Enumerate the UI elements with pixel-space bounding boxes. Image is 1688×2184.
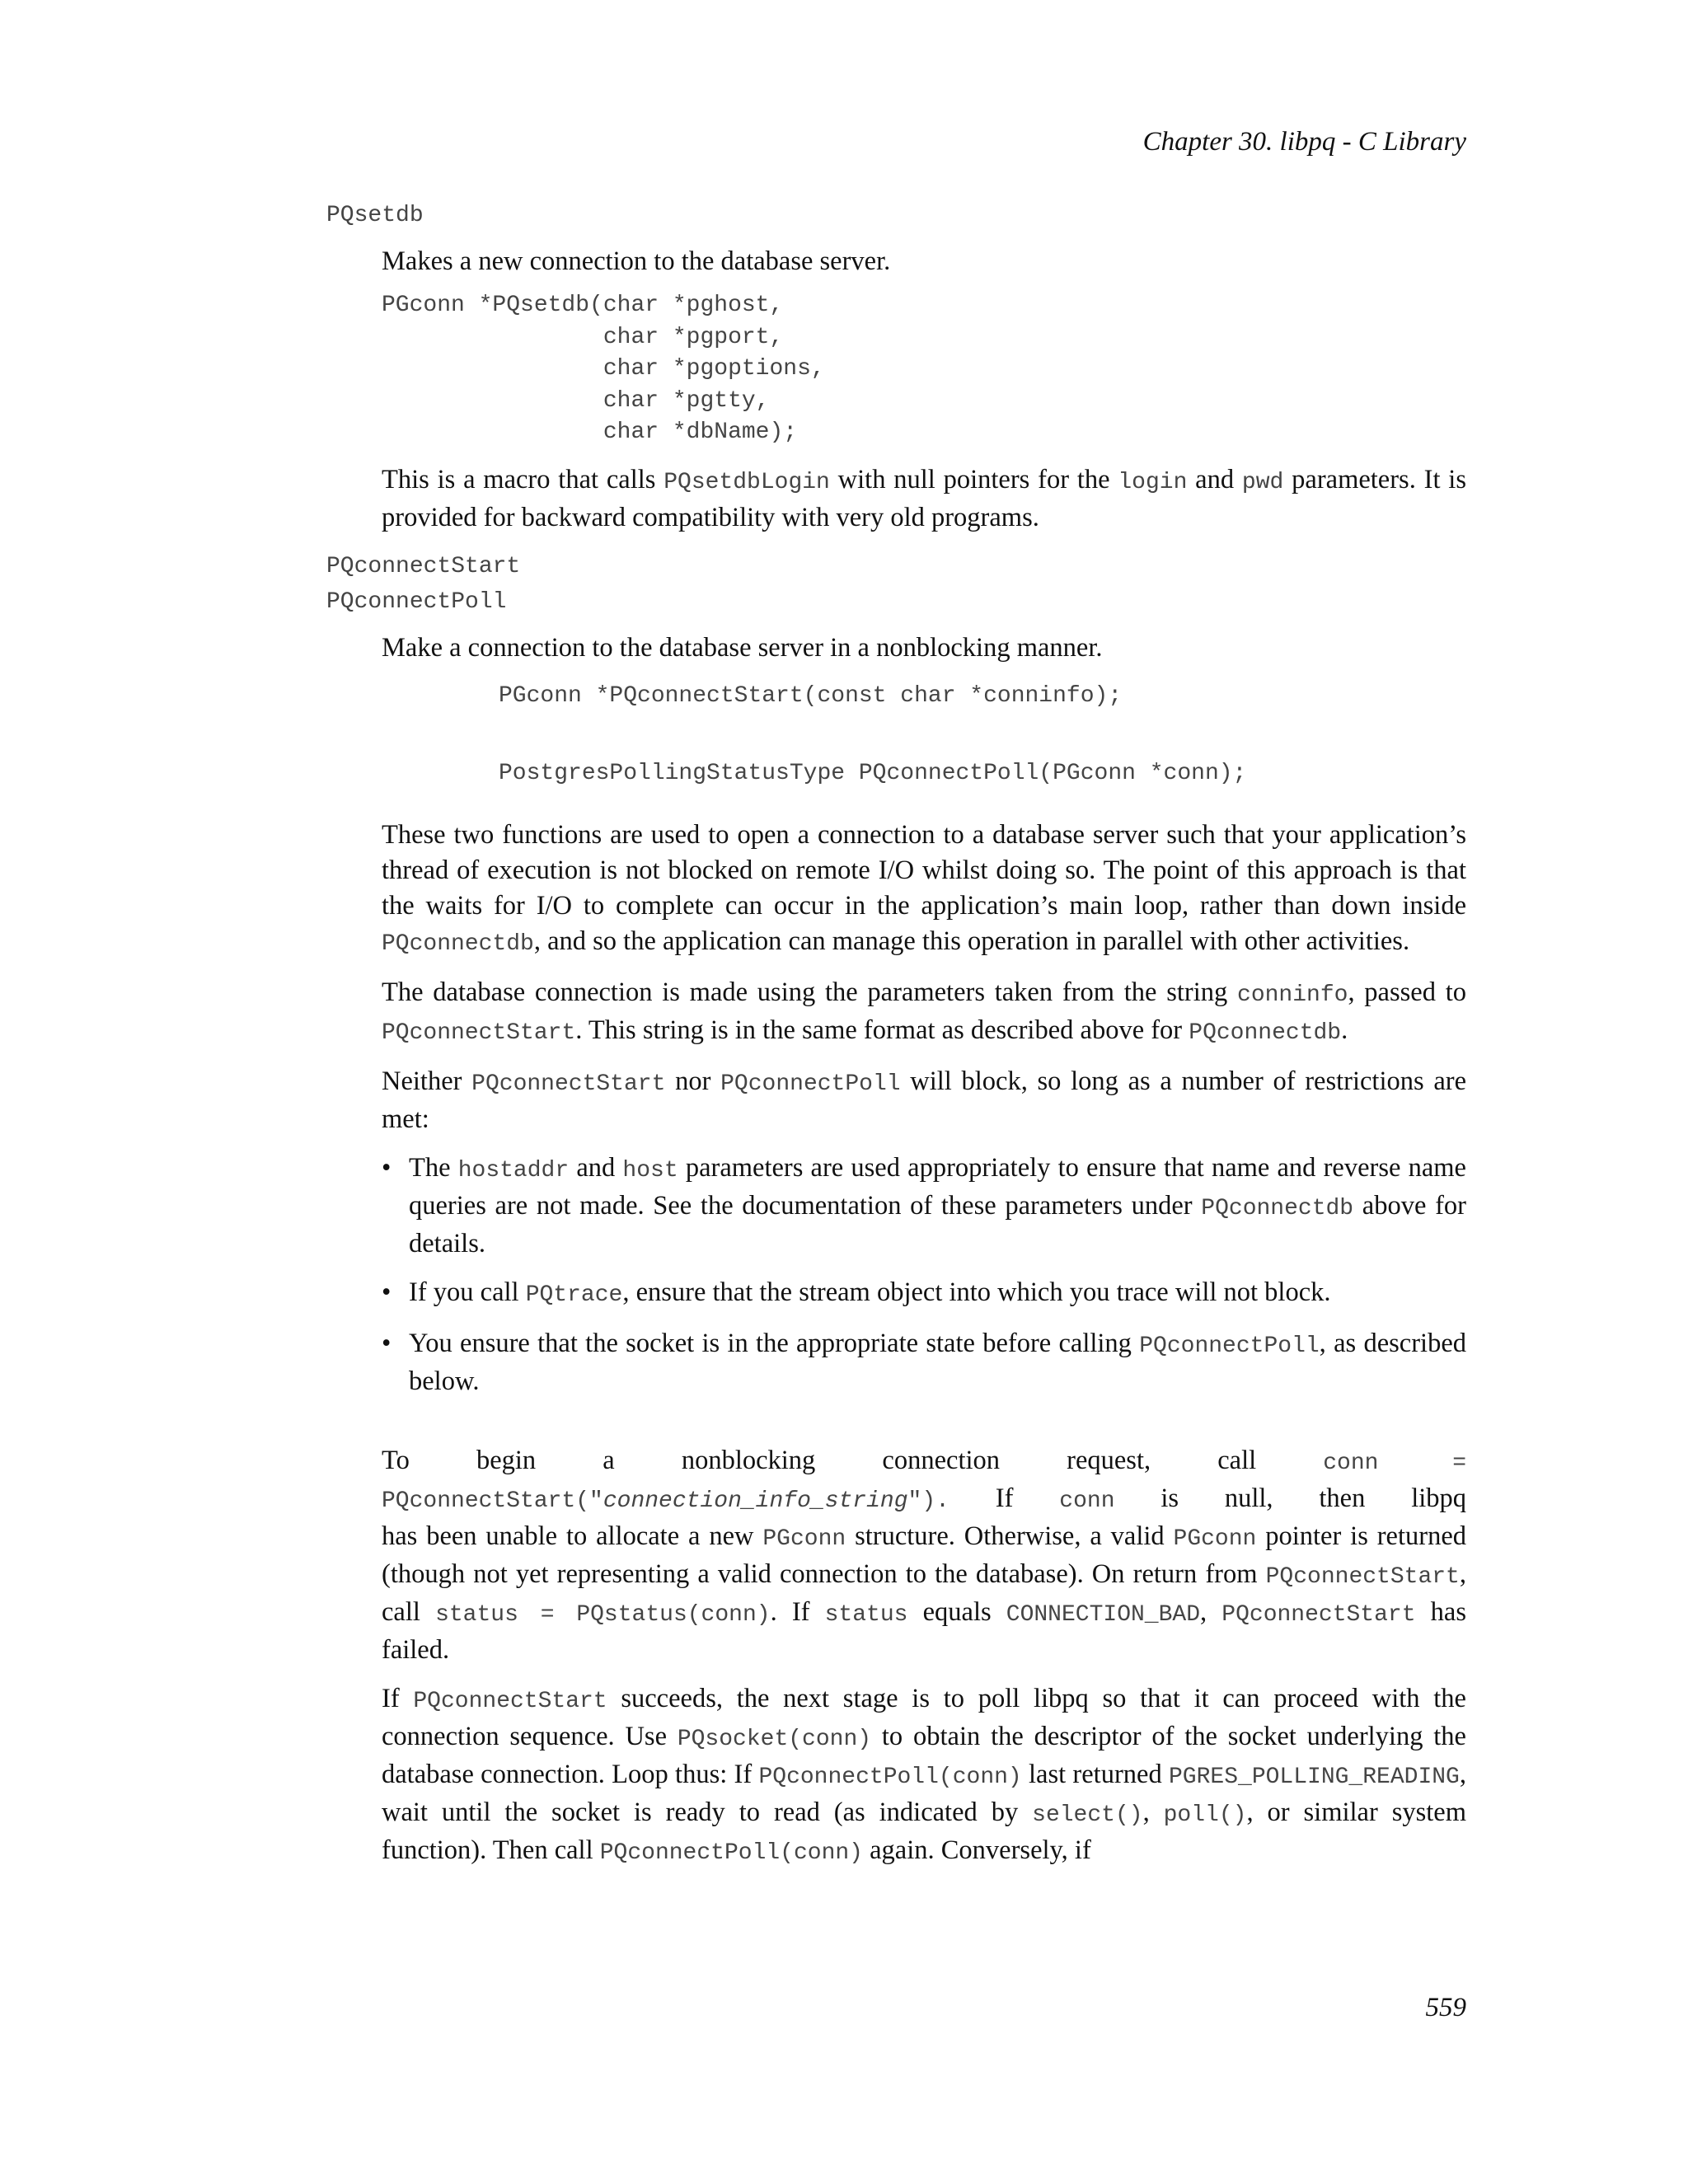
function-summary: Make a connection to the database server in a nonblocking manner.: [382, 632, 1103, 663]
list-item: • The hostaddr and host parameters are used appropriately to ensure that name and reverse name queries are not made. See the documentation of these parameters under PQconnectdb above for details.: [382, 1151, 1466, 1262]
function-synopsis: PGconn *PQconnectStart(const char *conninfo); PostgresPollingStatusType PQconnectPoll(PGconn *conn);: [499, 682, 1247, 786]
paragraph: [382, 1443, 1466, 1668]
paragraph: This is a macro that calls PQsetdbLogin with null pointers for the login and pwd parameters. It is provided for backward compatibility with very old programs.: [382, 464, 1466, 532]
function-term: PQsetdb: [326, 203, 424, 228]
paragraph-rest: has been unable to allocate a new PGconn structure. Otherwise, a valid PGconn pointer is returned (though not yet representing a valid connection to the database). On return from PQconnectStart, call status = PQstatus(conn). If status equals CONNECTION_BAD, PQconnectStart has failed.: [382, 1521, 1466, 1665]
paragraph: These two functions are used to open a connection to a database server such that your application’s thread of execution is not blocked on remote I/O whilst doing so. The point of this approach is that the waits for I/O to complete can occur in the application’s main loop, rather than down inside PQconnectdb, and so the application can manage this operation in parallel with other activities.: [382, 819, 1466, 957]
paragraph: Neither PQconnectStart nor PQconnectPoll will block, so long as a number of restrictions are met:: [382, 1066, 1467, 1134]
justified-line: To begin a nonblocking connection request, call conn =: [382, 1445, 1467, 1476]
restrictions-list: [382, 1151, 1466, 1399]
function-body: [382, 244, 1466, 536]
function-synopsis: PGconn *PQsetdb(char *pghost, char *pgport, char *pgoptions, char *pgtty, char *dbName);: [382, 293, 825, 445]
page-content: [326, 198, 1466, 1884]
list-item: • If you call PQtrace, ensure that the stream object into which you trace will not block.: [382, 1275, 1466, 1313]
running-header: Chapter 30. libpq - C Library: [1142, 127, 1466, 157]
function-term: PQconnectStart: [326, 553, 521, 579]
justified-line: PQconnectStart("connection_info_string"). If conn is null, then libpq: [382, 1483, 1467, 1514]
function-term: PQconnectPoll: [326, 588, 507, 615]
function-summary: Makes a new connection to the database server.: [382, 246, 891, 276]
list-item: • You ensure that the socket is in the appropriate state before calling PQconnectPoll, as described below.: [382, 1326, 1466, 1399]
function-body: [382, 630, 1466, 1871]
paragraph: If PQconnectStart succeeds, the next stage is to poll libpq so that it can proceed with the connection sequence. Use PQsocket(conn) to obtain the descriptor of the socket underlying the database connection. Loop thus: If PQconnectPoll(conn) last returned PGRES_POLLING_READING, wait until the socket is ready to read (as indicated by select(), poll(), or similar system function). Then call PQconnectPoll(conn) again. Conversely, if: [382, 1683, 1467, 1866]
spacer: [382, 1413, 1466, 1443]
paragraph: The database connection is made using the parameters taken from the string conninfo, passed to PQconnectStart. This string is in the same format as described above for PQconnectdb.: [382, 977, 1466, 1046]
page-number: 559: [1425, 1993, 1466, 2022]
